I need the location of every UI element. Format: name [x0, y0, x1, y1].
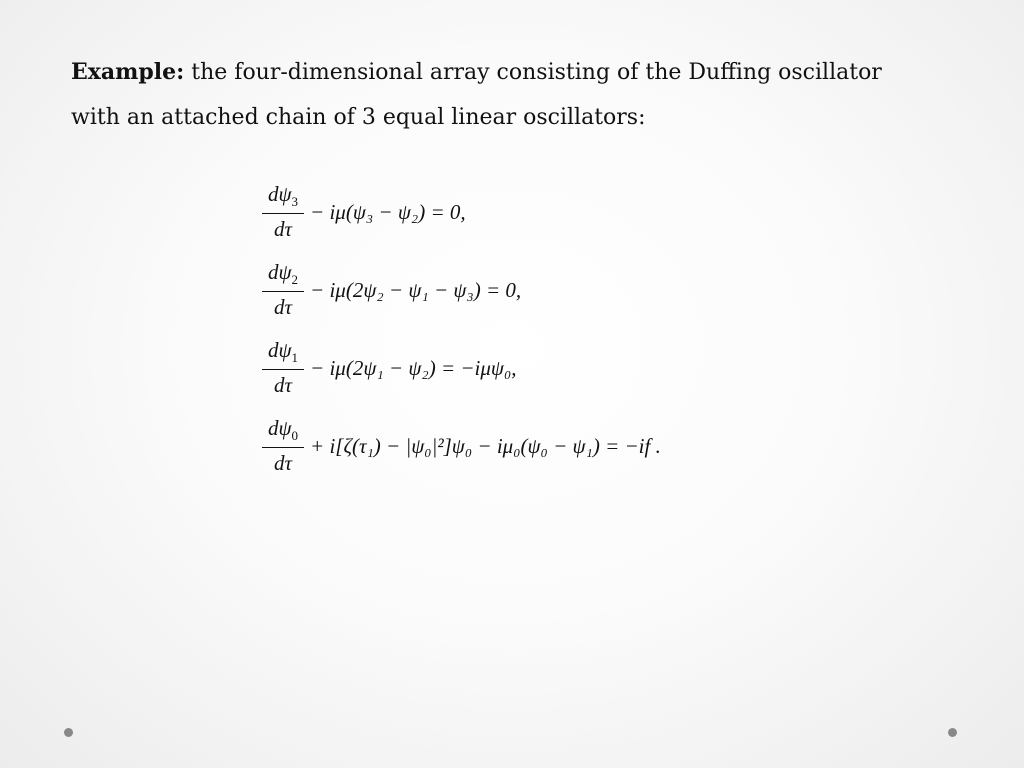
decorative-dot-left [64, 728, 73, 737]
example-paragraph [71, 50, 971, 140]
derivative-fraction: $\frac{d\psi_2}{d\tau}$ [262, 260, 304, 320]
equation-psi2 [262, 250, 661, 330]
equation-psi0 [262, 406, 661, 486]
equation-rhs: − iμ(2ψ₁ − ψ₂) = −iμψ₀, [310, 355, 517, 380]
derivative-fraction: $\frac{d\psi_3}{d\tau}$ [262, 182, 304, 242]
example-line-1: the four-dimensional array consisting of the Duffing oscillator [184, 60, 882, 85]
equation-rhs: − iμ(ψ₃ − ψ₂) = 0, [310, 199, 466, 224]
example-line-2: with an attached chain of 3 equal linear oscillators: [71, 105, 646, 130]
equation-rhs: + i[ζ(τ₁) − |ψ₀|²]ψ₀ − iμ₀(ψ₀ − ψ₁) = −if . [310, 433, 661, 458]
equation-psi1 [262, 328, 661, 408]
decorative-dot-right [948, 728, 957, 737]
equation-rhs: − iμ(2ψ₂ − ψ₁ − ψ₃) = 0, [310, 277, 522, 302]
derivative-fraction: $\frac{d\psi_0}{d\tau}$ [262, 416, 304, 476]
derivative-fraction: $\frac{d\psi_1}{d\tau}$ [262, 338, 304, 398]
example-label: Example: [71, 59, 185, 85]
equation-system [262, 172, 661, 484]
equation-psi3 [262, 172, 661, 252]
